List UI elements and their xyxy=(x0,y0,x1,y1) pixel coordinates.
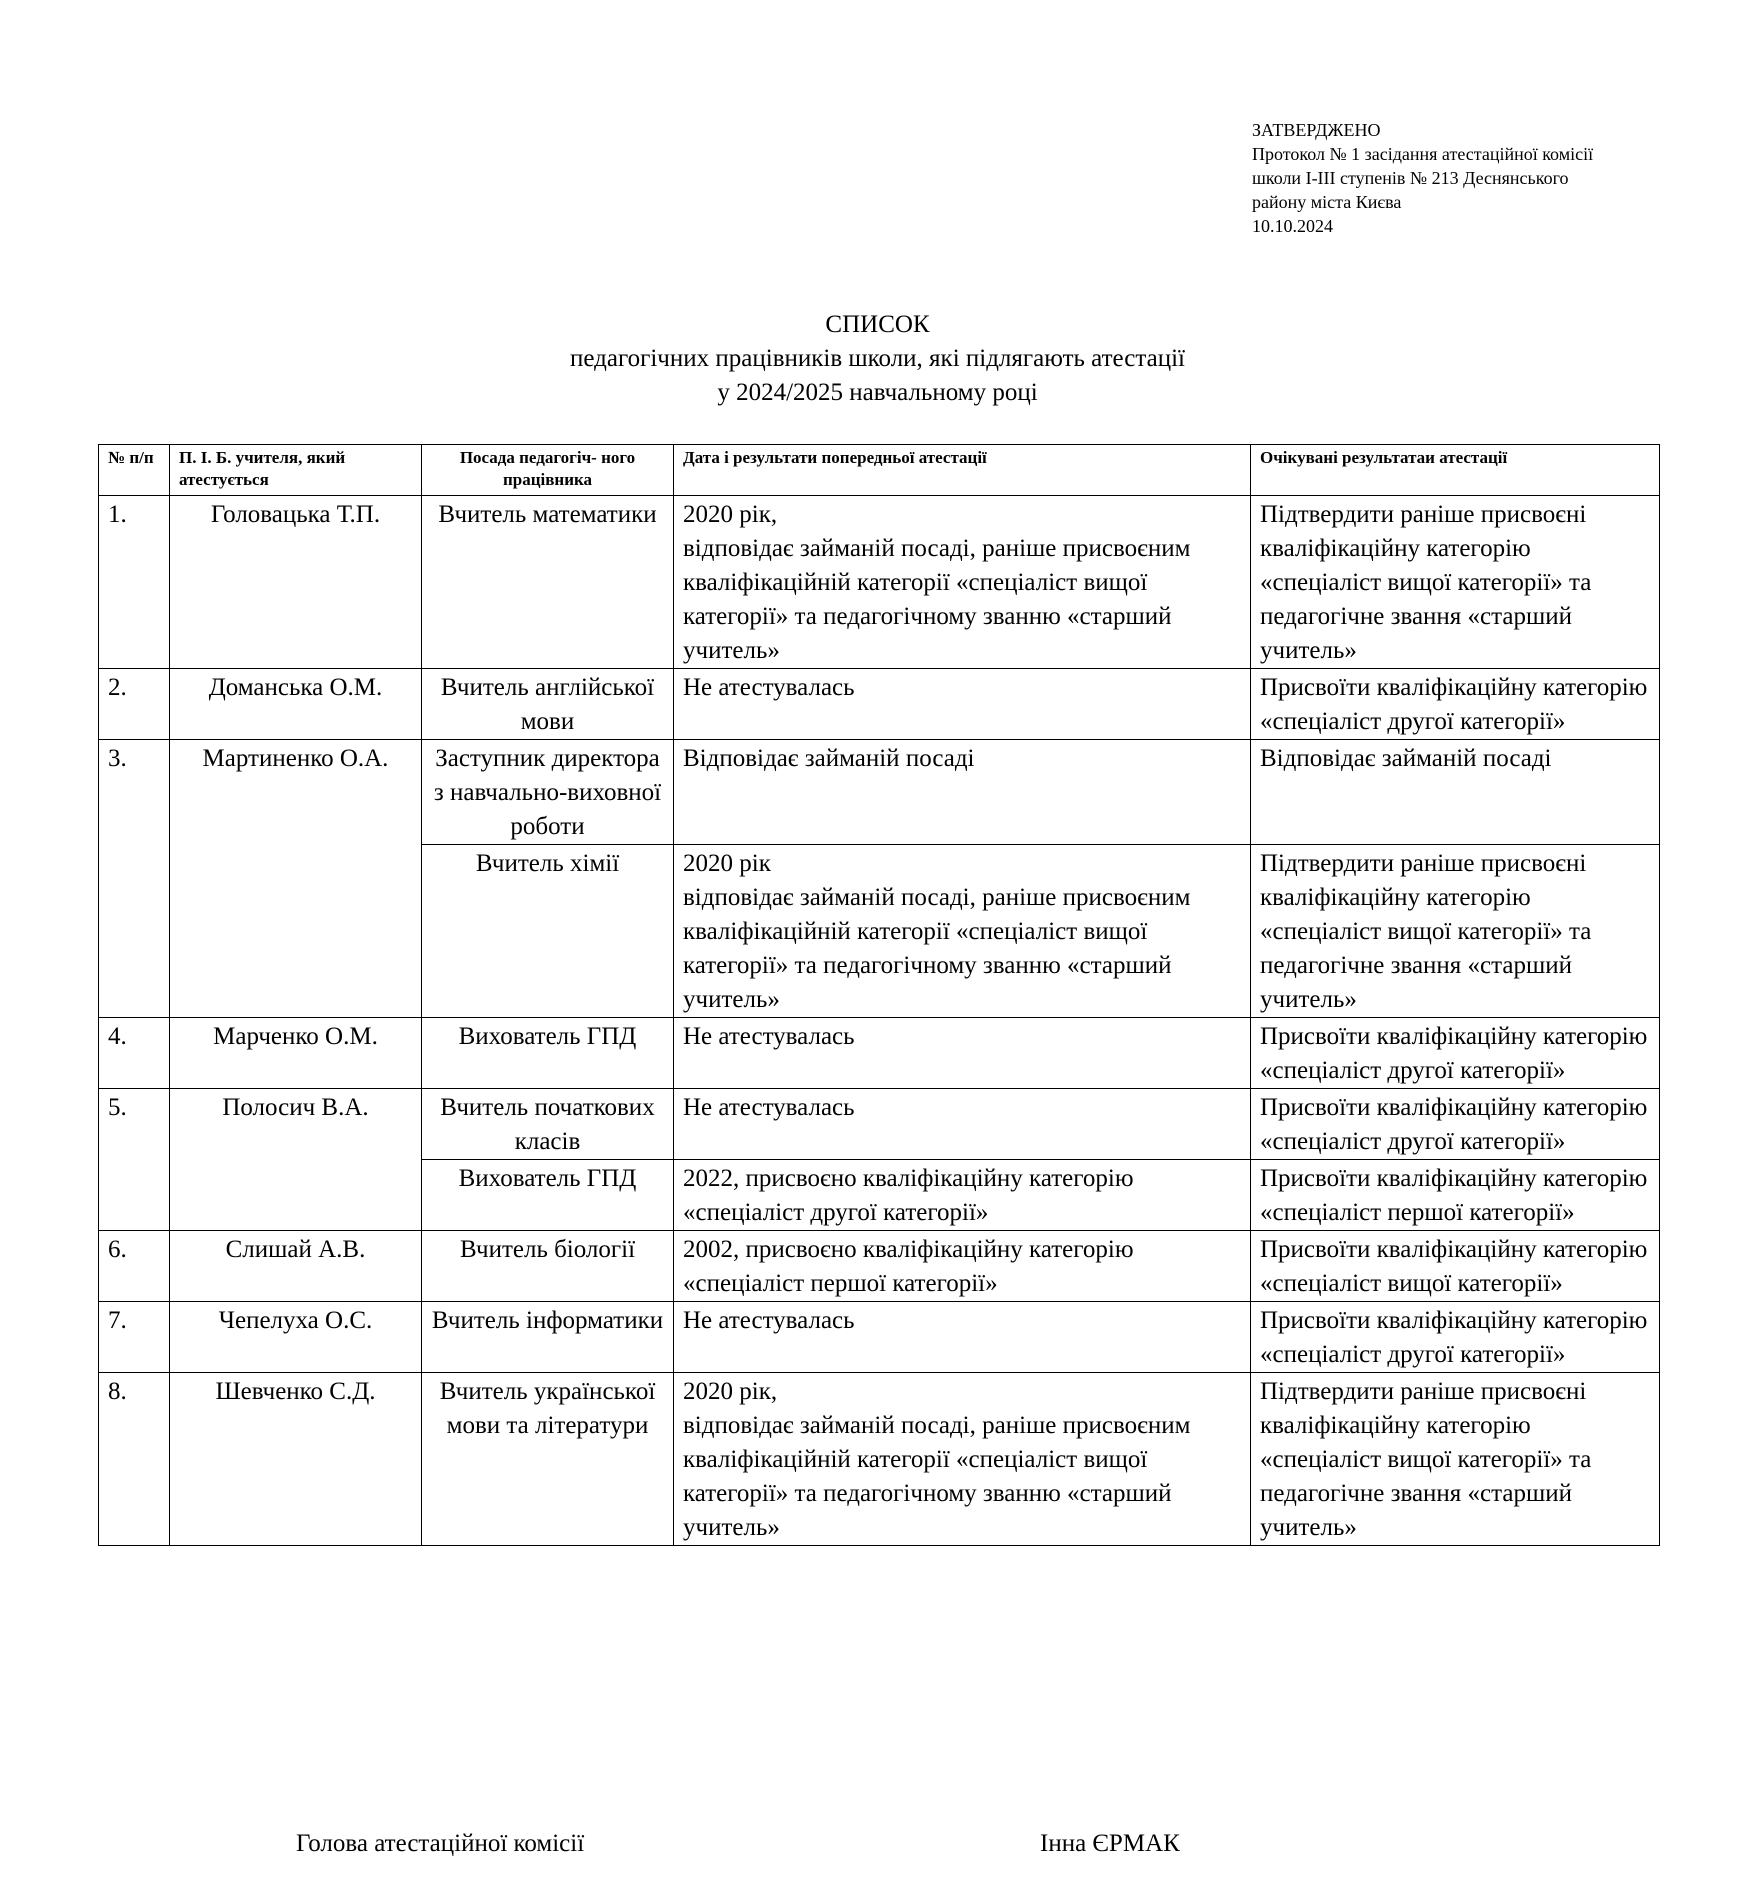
title-main: СПИСОК xyxy=(825,311,930,338)
position-cell: Вчитель початкових класів xyxy=(422,1089,674,1160)
expected-result-cell: Присвоїти кваліфікаційну категорію «спеціаліст другої категорії» xyxy=(1251,1018,1660,1089)
teacher-name: Мартиненко О.А. xyxy=(170,740,422,1018)
commission-head-label: Голова атестаційної комісії xyxy=(296,1830,585,1857)
teacher-name: Марченко О.М. xyxy=(170,1018,422,1089)
position-cell: Вчитель англійської мови xyxy=(422,669,674,740)
table-row xyxy=(99,1089,1660,1160)
table-row xyxy=(99,496,1660,669)
row-number: 8. xyxy=(99,1373,170,1546)
previous-attestation-cell: Не атестувалась xyxy=(674,1018,1251,1089)
row-number: 2. xyxy=(99,669,170,740)
previous-attestation-cell: Відповідає займаній посаді xyxy=(674,740,1251,845)
approval-title: ЗАТВЕРДЖЕНО xyxy=(1252,120,1381,140)
teacher-name: Головацька Т.П. xyxy=(170,496,422,669)
header-num: № п/п xyxy=(99,445,170,496)
row-number: 6. xyxy=(99,1231,170,1302)
previous-attestation-cell: 2002, присвоєно кваліфікаційну категорію «спеціаліст першої категорії» xyxy=(674,1231,1251,1302)
header-previous: Дата і результати попередньої атестації xyxy=(674,445,1251,496)
expected-result-cell: Присвоїти кваліфікаційну категорію «спеціаліст другої категорії» xyxy=(1251,1302,1660,1373)
title-subtitle-2: у 2024/2025 навчальному році xyxy=(717,379,1038,406)
expected-result-cell: Підтвердити раніше присвоєні кваліфікаційну категорію «спеціаліст вищої категорії» та педагогічне звання «старший учитель» xyxy=(1251,1373,1660,1546)
position-cell: Вчитель інформатики xyxy=(422,1302,674,1373)
row-number: 1. xyxy=(99,496,170,669)
table-header-row xyxy=(99,445,1660,496)
previous-attestation-cell: Не атестувалась xyxy=(674,1302,1251,1373)
teacher-name: Слишай А.В. xyxy=(170,1231,422,1302)
attestation-table xyxy=(98,444,1660,1546)
header-name: П. І. Б. учителя, який атестується xyxy=(170,445,422,496)
approval-protocol: Протокол № 1 засідання атестаційної комісії xyxy=(1252,144,1594,164)
expected-result-cell: Підтвердити раніше присвоєні кваліфікаційну категорію «спеціаліст вищої категорії» та педагогічне звання «старший учитель» xyxy=(1251,496,1660,669)
position-cell: Вихователь ГПД xyxy=(422,1018,674,1089)
row-number: 7. xyxy=(99,1302,170,1373)
table-row xyxy=(99,1018,1660,1089)
position-cell: Вчитель математики xyxy=(422,496,674,669)
position-cell: Вчитель біології xyxy=(422,1231,674,1302)
previous-attestation-cell: Не атестувалась xyxy=(674,669,1251,740)
table-row xyxy=(99,1231,1660,1302)
previous-attestation-cell: 2020 рік відповідає займаній посаді, раніше присвоєним кваліфікаційній категорії «спеціаліст вищої категорії» та педагогічному званню «старший учитель» xyxy=(674,845,1251,1018)
position-cell: Вчитель хімії xyxy=(422,845,674,1018)
row-number: 3. xyxy=(99,740,170,1018)
approval-school: школи І-ІІІ ступенів № 213 Деснянського xyxy=(1252,168,1569,188)
expected-result-cell: Присвоїти кваліфікаційну категорію «спеціаліст першої категорії» xyxy=(1251,1160,1660,1231)
table-body xyxy=(99,496,1660,1546)
expected-result-cell: Присвоїти кваліфікаційну категорію «спеціаліст другої категорії» xyxy=(1251,669,1660,740)
approval-date: 10.10.2024 xyxy=(1252,216,1333,236)
header-expected: Очікувані результатаи атестації xyxy=(1251,445,1660,496)
document-title xyxy=(0,308,1755,410)
previous-attestation-cell: 2020 рік, відповідає займаній посаді, раніше присвоєним кваліфікаційній категорії «спеціаліст вищої категорії» та педагогічному званню «старший учитель» xyxy=(674,1373,1251,1546)
previous-attestation-cell: 2020 рік, відповідає займаній посаді, раніше присвоєним кваліфікаційній категорії «спеціаліст вищої категорії» та педагогічному званню «старший учитель» xyxy=(674,496,1251,669)
previous-attestation-cell: Не атестувалась xyxy=(674,1089,1251,1160)
table-row xyxy=(99,1302,1660,1373)
teacher-name: Чепелуха О.С. xyxy=(170,1302,422,1373)
position-cell: Вчитель української мови та літератури xyxy=(422,1373,674,1546)
teacher-name: Полосич В.А. xyxy=(170,1089,422,1231)
table-row xyxy=(99,1373,1660,1546)
row-number: 5. xyxy=(99,1089,170,1231)
teacher-name: Доманська О.М. xyxy=(170,669,422,740)
position-cell: Заступник директора з навчально-виховної роботи xyxy=(422,740,674,845)
expected-result-cell: Підтвердити раніше присвоєні кваліфікаційну категорію «спеціаліст вищої категорії» та педагогічне звання «старший учитель» xyxy=(1251,845,1660,1018)
teacher-name: Шевченко С.Д. xyxy=(170,1373,422,1546)
table-row xyxy=(99,740,1660,845)
expected-result-cell: Присвоїти кваліфікаційну категорію «спеціаліст вищої категорії» xyxy=(1251,1231,1660,1302)
position-cell: Вихователь ГПД xyxy=(422,1160,674,1231)
expected-result-cell: Відповідає займаній посаді xyxy=(1251,740,1660,845)
approval-stamp xyxy=(1252,118,1593,238)
previous-attestation-cell: 2022, присвоєно кваліфікаційну категорію «спеціаліст другої категорії» xyxy=(674,1160,1251,1231)
title-subtitle-1: педагогічних працівників школи, які підлягають атестації xyxy=(570,345,1185,372)
signer-name: Інна ЄРМАК xyxy=(1040,1830,1180,1857)
header-position: Посада педагогіч- ного працівника xyxy=(422,445,674,496)
table-row xyxy=(99,669,1660,740)
row-number: 4. xyxy=(99,1018,170,1089)
expected-result-cell: Присвоїти кваліфікаційну категорію «спеціаліст другої категорії» xyxy=(1251,1089,1660,1160)
approval-district: району міста Києва xyxy=(1252,192,1402,212)
